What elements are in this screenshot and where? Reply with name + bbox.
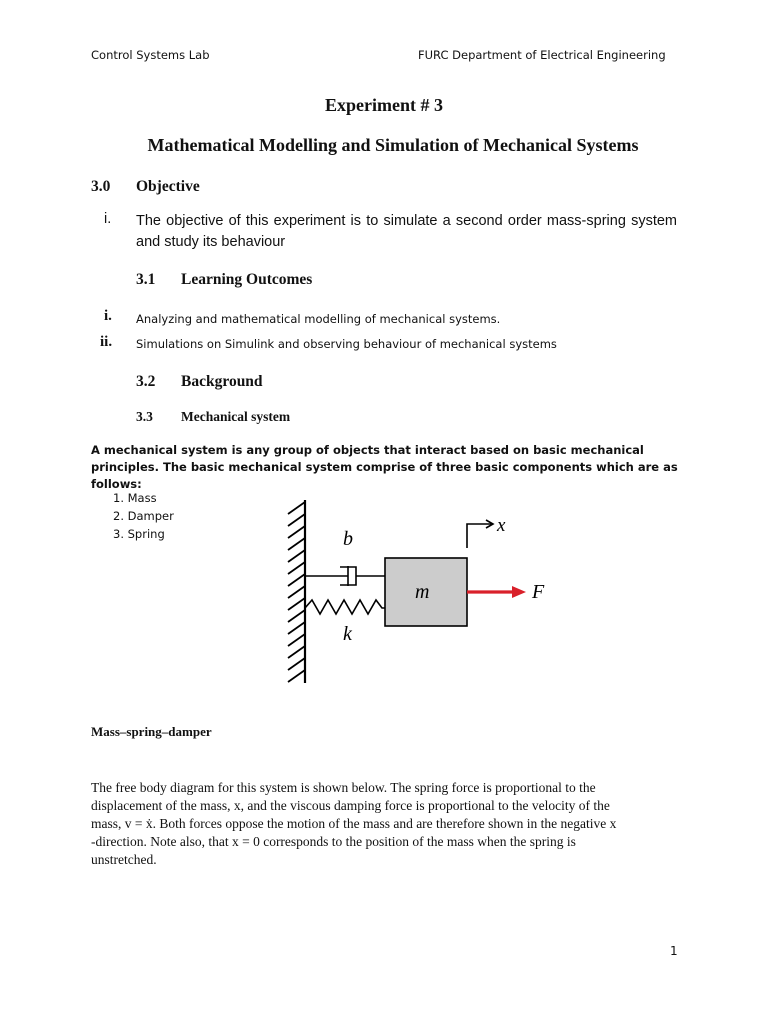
label-b: b bbox=[343, 528, 353, 550]
experiment-number: Experiment # 3 bbox=[325, 95, 443, 115]
damper bbox=[305, 566, 385, 586]
outcome-marker-1: i. bbox=[104, 308, 112, 324]
fbd-line: displacement of the mass, x, and the viscous damping force is proportional to the velocity of the bbox=[91, 798, 610, 813]
header-right: FURC Department of Electrical Engineering bbox=[418, 48, 666, 62]
component-damper: 2. Damper bbox=[113, 509, 174, 523]
label-F: F bbox=[532, 581, 545, 603]
background-number: 3.2 bbox=[136, 373, 156, 390]
background-heading: Background bbox=[181, 373, 263, 390]
wall-hatching bbox=[288, 502, 305, 682]
fbd-line: The free body diagram for this system is shown below. The spring force is proportional to the bbox=[91, 780, 596, 795]
outcome-text-2: Simulations on Simulink and observing behaviour of mechanical systems bbox=[136, 337, 557, 351]
header-left: Control Systems Lab bbox=[91, 48, 210, 62]
wall bbox=[288, 500, 305, 683]
fbd-line: mass, v = ẋ. Both forces oppose the motion of the mass and are therefore shown in the negative x bbox=[91, 816, 617, 831]
fbd-paragraph bbox=[91, 779, 678, 869]
figure-caption: Mass–spring–damper bbox=[91, 724, 212, 739]
mechanical-system-paragraph: A mechanical system is any group of objects that interact based on basic mechanical principles. The basic mechanical system comprise of three basic components which are as follows: bbox=[91, 443, 678, 491]
fbd-line: unstretched. bbox=[91, 852, 157, 867]
page-number: 1 bbox=[670, 944, 678, 958]
page-title: Mathematical Modelling and Simulation of Mechanical Systems bbox=[147, 135, 639, 155]
component-mass: 1. Mass bbox=[113, 491, 157, 505]
label-k: k bbox=[343, 623, 352, 645]
objective-text: The objective of this experiment is to simulate a second order mass-spring system and study its behaviour bbox=[136, 213, 677, 250]
mechanical-system-heading: Mechanical system bbox=[181, 409, 291, 424]
outcome-marker-2: ii. bbox=[100, 334, 113, 350]
objective-heading: Objective bbox=[136, 178, 200, 195]
objective-number: 3.0 bbox=[91, 178, 111, 195]
label-x: x bbox=[497, 515, 506, 536]
outcome-text-1: Analyzing and mathematical modelling of mechanical systems. bbox=[136, 312, 501, 326]
component-spring: 3. Spring bbox=[113, 527, 165, 541]
mechanical-system-number: 3.3 bbox=[136, 409, 153, 424]
force-arrow bbox=[467, 586, 526, 598]
displacement-arrow bbox=[467, 520, 493, 548]
fbd-line: -direction. Note also, that x = 0 corresponds to the position of the mass when the spring is bbox=[91, 834, 576, 849]
spring bbox=[305, 600, 385, 614]
learning-outcomes-heading: Learning Outcomes bbox=[181, 271, 313, 288]
mass-spring-damper-figure bbox=[270, 490, 560, 690]
label-m: m bbox=[415, 581, 430, 603]
learning-outcomes-number: 3.1 bbox=[136, 271, 156, 288]
objective-marker: i. bbox=[104, 211, 112, 227]
